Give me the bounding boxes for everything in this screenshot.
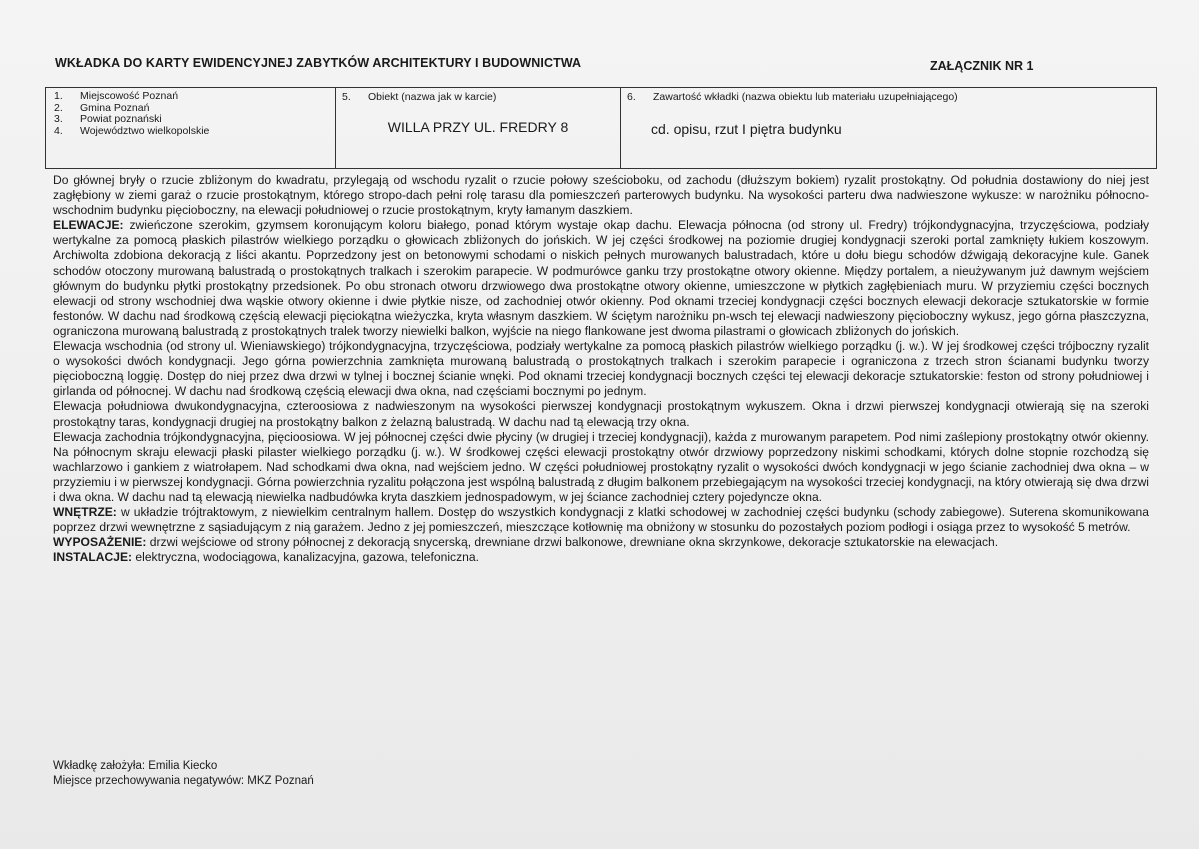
paragraph-furnishings: WYPOSAŻENIE: drzwi wejściowe od strony północnej z dekoracją snycerską, drewniane drzwi balkonowe, drewniane okna skrzynkowe, dekoracje sztukatorskie na elewacjach. <box>53 535 999 550</box>
paragraph-south-elevation: Elewacja południowa dwukondygnacyjna, czteroosiowa z nadwieszonym na wysokości pierwszej kondygnacji prostokątnym wykuszem. Okna i drzwi pierwszej kondygnacji otwierają się na szeroki prostokątny taras, kondygnacji drugiej na prostokątny balkon z żelazną balustradą. W dachu nad tą elewacją trzy okna. <box>53 399 1149 429</box>
section-label: INSTALACJE: <box>53 550 133 565</box>
paragraph-massing: Do głównej bryły o rzucie zbliżonym do kwadratu, przylegają od wschodu ryzalit o rzucie połowy sześcioboku, od zachodu (dłuższym bokiem) ryzalit prostokątny. Od południa dostawiony do niej jest zagłębiony w ziemi garaż o rzucie prostokątnym, którego stropo-dach pełni rolę tarasu dla pomieszczeń parterowych budynku. Na wysokości parteru dwa nadwieszone wykusze: w narożniku północno-wschodnim budynku pięcioboczny, na elewacji południowej o rzucie prostokątnym, kryty łamanym daszkiem. <box>53 173 1149 218</box>
object-label: 5. Obiekt (nazwa jak w karcie) <box>342 91 497 103</box>
paragraph-west-elevation: Elewacja zachodnia trójkondygnacyjna, pięcioosiowa. W jej północnej części dwie płyciny (w drugiej i trzeciej kondygnacji), każda z murowanym parapetem. Pod nimi zaślepiony prostokątny otwór okienny. Na północnym skraju elewacji płaski pilaster wielkiego porządku (j. w.). W środkowej części elewacji prostokątny otwór drzwiowy poprzedzony niskimi schodkami, których dolne stopnie rozchodzą się wachlarzowo i gankiem z wiatrołapem. Nad schodkami dwa okna, nad wejściem jedno. W części południowej prostokątny ryzalit o wysokości dwóch kondygnacji w jego ścianie zachodniej dwa okna – w przyziemiu i w pierwszej kondygnacji. Górna powierzchnia ryzalitu połączona jest wspólną balustradą z długim balkonem przebiegającym na wysokości trzeciej kondygnacji, na który otwierają się dwa drzwi i dwa okna. W dachu nad tą elewacją niewielka nadbudówka kryta daszkiem jednospadowym, w jej ściance zachodniej cztery pojedyncze okna. <box>53 429 1149 504</box>
location-list <box>46 88 335 137</box>
list-item: 4. Województwo wielkopolskie <box>54 124 210 137</box>
list-item: 2. Gmina Poznań <box>54 101 150 114</box>
list-item: 3. Powiat poznański <box>54 113 162 125</box>
section-label: ELEWACJE: <box>53 218 124 233</box>
voivodeship: Województwo wielkopolskie <box>80 124 210 137</box>
commune: Gmina Poznań <box>80 101 150 114</box>
paragraph-east-elevation: Elewacja wschodnia (od strony ul. Wieniawskiego) trójkondygnacyjna, trzyczęściowa, podziały wertykalne za pomocą płaskich pilastrów wielkiego porządku (j. w.). W jej środkowej części trójboczny ryzalit o wysokości dwóch kondygnacji. Jego górna powierzchnia zamknięta murowaną balustradą o prostokątnych tralkach i szerokim parapecie i ograniczona z trzech stron ścianami budynku tworzy pięcioboczną loggię. Dostęp do niej przez dwa drzwi w tylnej i bocznej ścianie wnęki. Pod oknami trzeciej kondygnacji bocznych części tej elewacji dekoracje sztukatorskie: feston od strony południowej i girlanda od północnej. W dachu nad środkową częścią elewacji dwa okna, nad częściami bocznymi po jednym. <box>53 339 1149 399</box>
locality: Miejscowość Poznań <box>80 90 179 102</box>
paragraph-elevations: ELEWACJE: zwieńczone szerokim, gzymsem koronującym koloru białego, ponad którym wystaje okap dachu. Elewacja północna (od strony ul. Fredry) trójkondygnacyjna, trzyczęściowa, podziały wertykalne za pomocą płaskich pilastrów wielkiego porządku o głowicach zbliżonych do jońskich. W jej części środkowej na poziomie drugiej kondygnacji szeroki portal zamknięty łukiem koszowym. Archiwolta zdobiona dekoracją z liści akantu. Poprzedzony jest on betonowymi schodami o niskich pełnych murowanych balustradach, które u dołu biegu schodów dźwigają dekoracyjne kule. Ganek schodów otoczony murowaną balustradą o prostokątnych tralkach i szerokim parapecie. W podmurówce ganku trzy prostokątne otwory okienne. Między portalem, a nieużywanym już dawnym wejściem głównym do budynku płytki prostokątny przedsionek. Po obu stronach otworu drzwiowego dwa prostokątne otwory okienne, umieszczone w płytkich zagłębieniach muru. W przyziemiu części bocznych elewacji od strony wschodniej dwa wąskie otwory okienne i dwie płytkie nisze, od zachodniej otwór okienny. Pod oknami trzeciej kondygnacji części bocznych elewacji dekoracje sztukatorskie w formie festonów. W dachu nad środkową częścią elewacji pięciokątna wieżyczka, kryta własnym daszkiem. W ściętym narożniku pn-wsch tej elewacji nadwieszony pięcioboczny wykusz, jego górna płaszczyzna, ograniczona murowaną balustradą z prostokątnych tralek tworzy niewielki balkon, wyjście na niego flankowane jest dwoma pilastrami o głowicach zbliżonych do jońskich. <box>53 218 1149 338</box>
object-cell <box>336 88 621 168</box>
footer <box>53 759 314 789</box>
section-label: WYPOSAŻENIE: <box>53 535 147 550</box>
author-line: Wkładkę założyła: Emilia Kiecko <box>53 760 218 772</box>
paragraph-interior: WNĘTRZE: w układzie trójtraktowym, z niewielkim centralnym hallem. Dostęp do wszystkich kondygnacji z klatki schodowej w zachodniej części budynku (schody zabiegowe). Suterena skomunikowana poprzez drzwi wewnętrzne z sąsiadującym z nią garażem. Jedno z jej pomieszczeń, mieszczące kotłownię ma obniżony w stosunku do pozostałych poziom podłogi i osiąga przez to wysokość 5 metrów. <box>53 505 1149 535</box>
info-table <box>45 87 1157 169</box>
object-name: WILLA PRZY UL. FREDRY 8 <box>387 119 569 135</box>
contents-label: 6. Zawartość wkładki (nazwa obiektu lub materiału uzupełniającego) <box>627 91 958 103</box>
section-label: WNĘTRZE: <box>53 505 117 520</box>
paragraph-installations: INSTALACJE: elektryczna, wodociągowa, kanalizacyjna, gazowa, telefoniczna. <box>53 550 479 565</box>
negatives-location: Miejsce przechowywania negatywów: MKZ Poznań <box>53 775 314 787</box>
contents-cell <box>621 88 1156 168</box>
district: Powiat poznański <box>80 113 162 125</box>
annex-label: ZAŁĄCZNIK NR 1 <box>930 59 1034 73</box>
list-item: 1. Miejscowość Poznań <box>54 90 179 102</box>
document-title: WKŁADKA DO KARTY EWIDENCYJNEJ ZABYTKÓW ARCHITEKTURY I BUDOWNICTWA <box>55 56 582 70</box>
contents-value: cd. opisu, rzut I piętra budynku <box>651 121 842 137</box>
description-body <box>53 173 1149 565</box>
location-cell <box>46 88 336 168</box>
